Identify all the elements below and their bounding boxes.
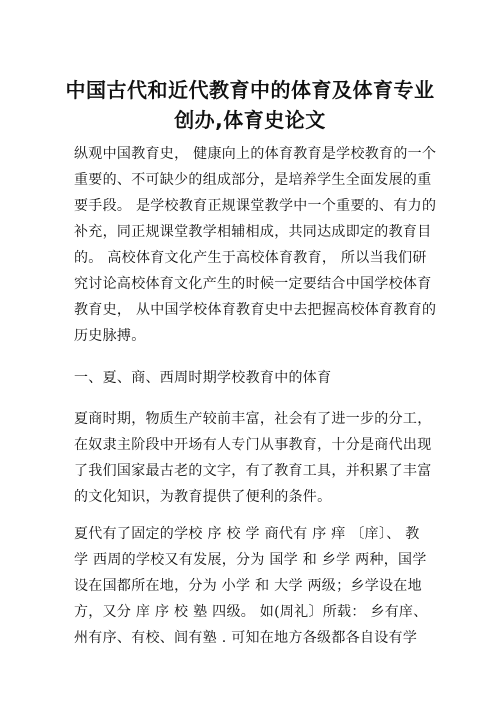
paragraph-1-line-6: 究讨论高校体育文化产生的时候一定要结合中国学校体育 <box>74 276 432 292</box>
paragraph-1-line-4: 补充，同正规课堂教学相辅相成，共同达成即定的教育目 <box>74 224 432 240</box>
paragraph-1-line-7: 教育史， 从中国学校体育教育史中去把握高校体育教育的 <box>74 302 437 318</box>
paragraph-3-line-3: 了我们国家最古老的文字，有了教育工具，并积累了丰富 <box>74 463 432 479</box>
paragraph-1-line-3: 要手段。 是学校教育正规课堂教学中一个重要的、有力的 <box>74 198 437 214</box>
paragraph-1-line-2: 重要的、不可缺少的组成部分，是培养学生全面发展的重 <box>74 172 432 188</box>
paragraph-4-line-2: 学 西周的学校又有发展，分为 国学 和 乡学 两种，国学 <box>74 552 427 568</box>
paragraph-3-line-4: 的文化知识，为教育提供了便利的条件。 <box>74 489 332 505</box>
document-title-line-1: 中国古代和近代教育中的体育及体育专业 <box>65 78 435 102</box>
paragraph-1-line-5: 的。 高校体育文化产生于高校体育教育， 所以当我们研 <box>74 250 427 266</box>
paragraph-4-line-1: 夏代有了固定的学校 序 校 学 商代有 序 痒 〔庠〕、 教 <box>74 526 420 542</box>
paragraph-1-line-8: 历史脉搏。 <box>74 328 146 344</box>
paragraph-4-line-4: 方，又分 庠 序 校 塾 四级。 如(周礼〕所载： 乡有庠、 <box>74 604 428 620</box>
paragraph-4-line-5: 州有序、有校、闾有塾 . 可知在地方各级都各自设有学 <box>74 630 418 646</box>
paragraph-3-line-1: 夏商时期，物质生产较前丰富，社会有了进一步的分工， <box>74 411 432 427</box>
paragraph-1-line-1: 纵观中国教育史， 健康向上的体育教育是学校教育的一个 <box>74 146 437 162</box>
document-title-line-2: 创办,体育史论文 <box>174 108 326 132</box>
paragraph-4-line-3: 设在国都所在地，分为 小学 和 大学 两级；乡学设在地 <box>74 578 422 594</box>
section-heading: 一、夏、商、西周时期学校教育中的体育 <box>74 370 332 386</box>
paragraph-3-line-2: 在奴隶主阶段中开场有人专门从事教育，十分是商代出现 <box>74 437 432 453</box>
